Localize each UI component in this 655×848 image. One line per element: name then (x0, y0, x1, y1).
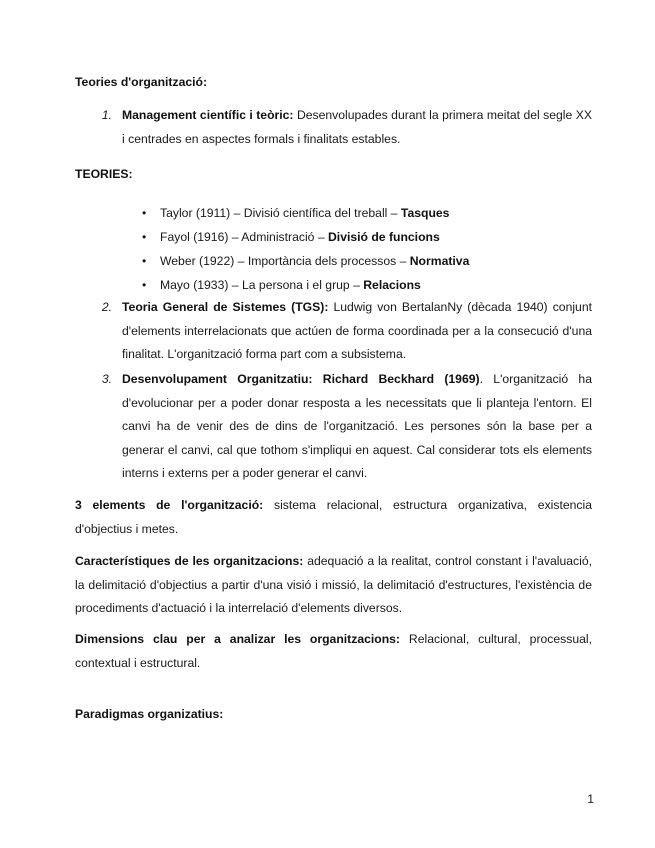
item-number: 1. (101, 108, 112, 122)
bullet-icon: • (142, 254, 147, 268)
item-title: Management científic i teòric: (122, 108, 294, 122)
paragraph-caracteristiques: Característiques de les organitzacions: adequació a la realitat, control constant i l'avaluació, la delimitació d'objectius a partir d'una visió i missió, la delimitació d'estructures, l'existència de procediments d'actuació i la interrelació d'elements diversos. (75, 554, 592, 615)
item-text: Desenvolupades durant la primera meitat del segle XX i centrades en aspectes formals i finalitats estables. (122, 108, 592, 146)
item-desenvolupament-organitzatiu (122, 368, 592, 486)
item-number: 3. (101, 372, 112, 386)
item-teoria-general-sistemes (122, 296, 592, 367)
paragraph-elements-organitzacio: 3 elements de l'organització: sistema relacional, estructura organizativa, existencia d'objectius i metes. (75, 498, 592, 536)
heading-teories: TEORIES: (75, 167, 133, 181)
list-item: Taylor (1911) – Divisió científica del treball – Tasques (160, 206, 450, 220)
item-title: Teoria General de Sistemes (TGS): (122, 300, 329, 314)
bullet-icon: • (142, 206, 147, 220)
page-number: 1 (587, 792, 594, 806)
heading-paradigmas-organizatius: Paradigmas organizatius: (75, 707, 224, 721)
item-title: Desenvolupament Organitzatiu: Richard Beckhard (1969) (122, 372, 480, 386)
item-number: 2. (101, 300, 112, 314)
list-item: Mayo (1933) – La persona i el grup – Relacions (160, 278, 421, 292)
item-text: . L'organització ha d'evolucionar per a poder donar resposta a les necessitats que li planteja l'entorn. El canvi ha de venir des de dins de l'organització. Les persones són la base per a generar el canvi, cal que tothom s'impliqui en aquest. Cal considerar tots els elements interns i externs per a poder generar el canvi. (122, 372, 592, 480)
bullet-icon: • (142, 230, 147, 244)
heading-teories-organitzacio: Teories d'organització: (75, 75, 208, 89)
paragraph-dimensions-clau: Dimensions clau per a analizar les organitzacions: Relacional, cultural, processual, contextual i estructural. (75, 632, 592, 670)
item-text: Ludwig von BertalanNy (dècada 1940) conjunt d'elements interrelacionats que actúen de forma coordinada per a la consecució d'una finalitat. L'organització forma part com a subsistema. (122, 300, 592, 361)
list-item: Weber (1922) – Importància dels processos – Normativa (160, 254, 470, 268)
list-item: Fayol (1916) – Administració – Divisió de funcions (160, 230, 440, 244)
item-management-cientific (122, 104, 592, 151)
bullet-icon: • (142, 278, 147, 292)
